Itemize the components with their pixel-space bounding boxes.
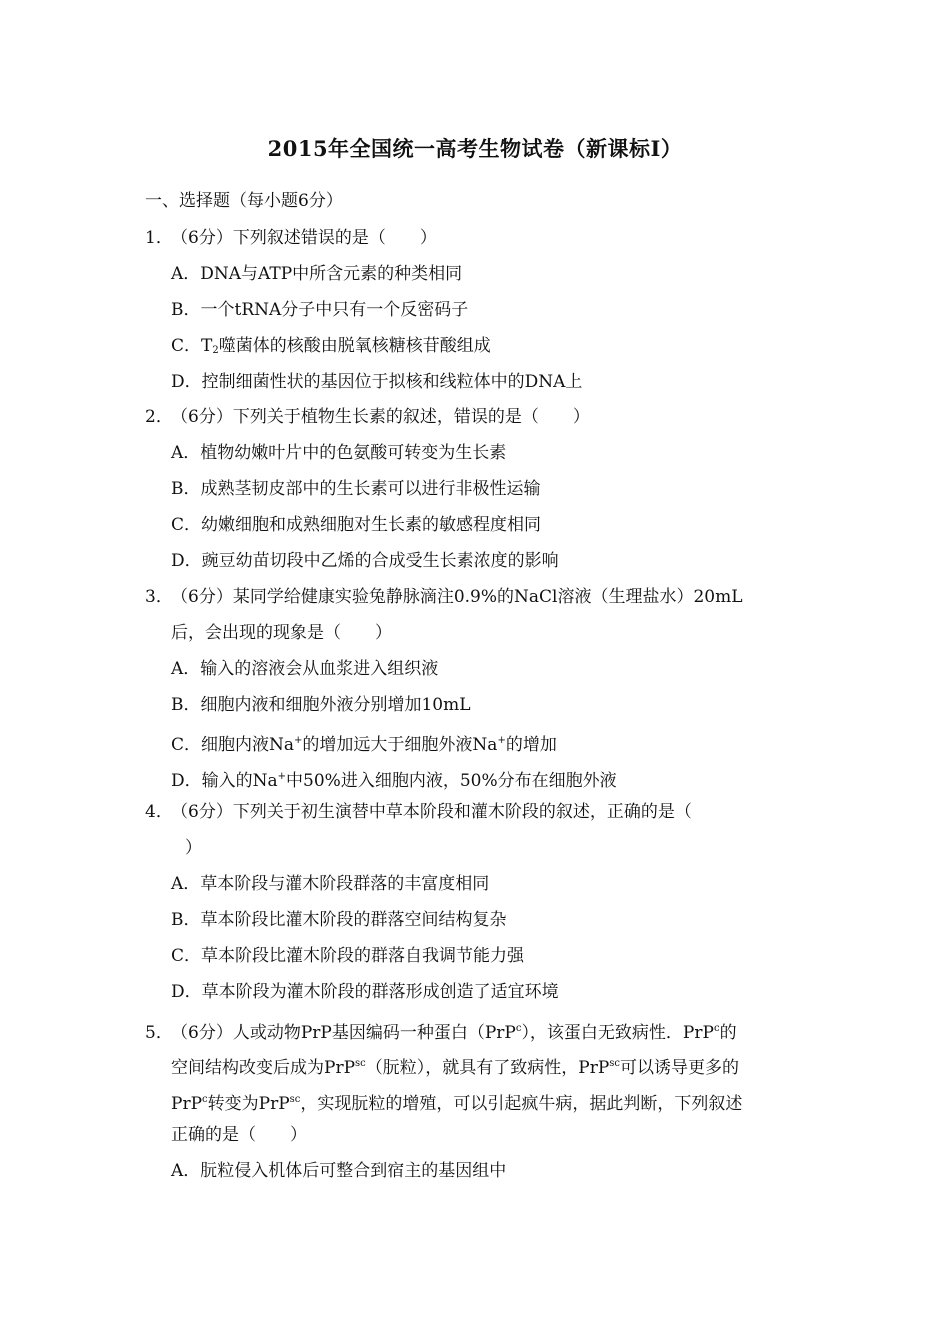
question-5-option-a: A．朊粒侵入机体后可整合到宿主的基因组中 [171, 1161, 507, 1182]
question-2-option-d: D．豌豆幼苗切段中乙烯的合成受生长素浓度的影响 [171, 551, 559, 572]
question-number: 2． [145, 407, 173, 428]
question-4-option-c: C．草本阶段比灌木阶段的群落自我调节能力强 [171, 945, 525, 966]
superscript: c [202, 1094, 208, 1106]
question-text: （6分）下列关于初生演替中草本阶段和灌木阶段的叙述，正确的是（ [171, 802, 692, 823]
superscript: sc [355, 1058, 366, 1070]
question-5-stem: 5．（6分）人或动物PrP基因编码一种蛋白（PrP$^c$），该蛋白无致病性．PrP$^c$的 [145, 1011, 810, 1047]
question-4-option-a: A．草本阶段与灌木阶段群落的丰富度相同 [171, 874, 490, 895]
question-3-option-b: B．细胞内液和细胞外液分别增加10mL [171, 694, 471, 715]
question-2-stem [145, 400, 810, 436]
question-text: （6分）下列叙述错误的是（ ） [171, 228, 437, 248]
superscript: sc [289, 1094, 301, 1106]
question-3-stem-cont: 后，会出现的现象是（ ） [171, 622, 392, 643]
question-number: 4． [145, 802, 173, 823]
superscript: c [515, 1022, 522, 1034]
question-number: 5． [145, 1022, 173, 1043]
question-2-option-a: A．植物幼嫩叶片中的色氨酸可转变为生长素 [171, 443, 507, 464]
question-1-option-a: A．DNA与ATP中所含元素的种类相同 [171, 263, 463, 284]
question-4-option-d: D．草本阶段为灌木阶段的群落形成创造了适宜环境 [171, 981, 559, 1002]
question-3-stem [145, 580, 810, 616]
question-list [145, 221, 810, 1190]
page-title: 2015年全国统一高考生物试卷（新课标Ⅰ） [267, 136, 683, 161]
superscript: + [497, 735, 506, 747]
question-4-stem-cont: ） [185, 838, 202, 859]
superscript: + [294, 735, 303, 747]
superscript: c [713, 1022, 720, 1034]
question-text: （6分）某同学给健康实验兔静脉滴注0.9%的NaCl溶液（生理盐水）20mL [171, 586, 743, 607]
question-5-stem-line-4: 正确的是（ ） [171, 1125, 307, 1146]
question-text: （6分）下列关于植物生长素的叙述，错误的是（ ） [171, 407, 590, 428]
question-number: 3． [145, 586, 173, 607]
superscript: sc [609, 1058, 620, 1070]
question-1-option-d: D．控制细菌性状的基因位于拟核和线粒体中的DNA上 [171, 371, 583, 392]
question-5-stem-line-3: PrP$^c$转变为PrP$^{sc}$，实现朊粒的增殖，可以引起疯牛病，据此判断，下列叙述 [171, 1094, 743, 1115]
question-3-option-a: A．输入的溶液会从血浆进入组织液 [171, 658, 439, 679]
superscript: + [277, 771, 287, 783]
question-number: 1． [145, 228, 173, 248]
question-3-option-c: C．细胞内液Na+的增加远大于细胞外液Na+的增加 [171, 735, 557, 756]
question-1-stem [145, 221, 810, 257]
section-heading: 一、选择题（每小题6分） [145, 191, 343, 211]
question-2-option-c: C．幼嫩细胞和成熟细胞对生长素的敏感程度相同 [171, 515, 542, 536]
question-4-option-b: B．草本阶段比灌木阶段的群落空间结构复杂 [171, 909, 507, 930]
question-3-option-d: D．输入的Na+中50%进入细胞内液，50%分布在细胞外液 [171, 771, 617, 792]
question-4-stem [145, 795, 810, 831]
question-1-option-c: C．$T_2$噬菌体的核酸由脱氧核糖核苷酸组成 [171, 335, 491, 356]
question-1-option-b: B．一个tRNA分子中只有一个反密码子 [171, 299, 469, 320]
question-2-option-b: B．成熟茎韧皮部中的生长素可以进行非极性运输 [171, 479, 541, 500]
question-5-stem-line-2: 空间结构改变后成为PrP$^{sc}$（朊粒），就具有了致病性，PrP$^{sc}$可以诱导更多的 [171, 1058, 739, 1079]
subscript: 2 [212, 344, 219, 356]
